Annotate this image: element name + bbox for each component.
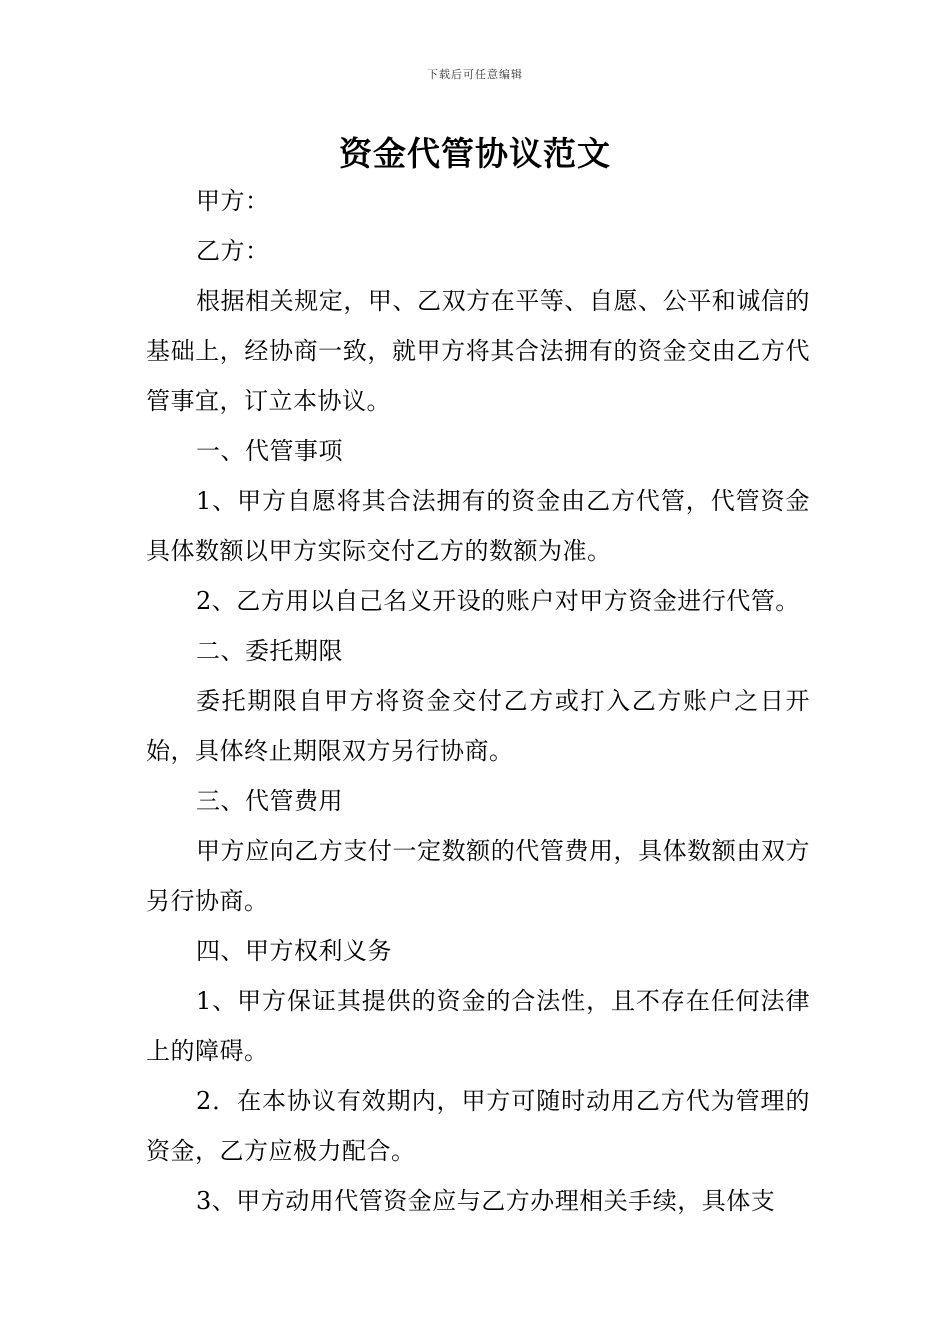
page-header-note: 下载后可任意编辑 [427, 68, 523, 81]
clause-4-1: 1、甲方保证其提供的资金的合法性，且不存在任何法律上的障碍。 [146, 987, 810, 1065]
section-heading-custody-matters: 一、代管事项 [196, 437, 343, 465]
section-heading-fees: 三、代管费用 [196, 787, 343, 815]
section-heading-term: 二、委托期限 [196, 637, 343, 665]
party-a-line: 甲方： [196, 187, 270, 215]
document-title: 资金代管协议范文 [339, 134, 611, 173]
clause-term: 委托期限自甲方将资金交付乙方或打入乙方账户之日开始，具体终止期限双方另行协商。 [146, 687, 810, 765]
clause-4-3: 3、甲方动用代管资金应与乙方办理相关手续，具体支 [196, 1187, 776, 1215]
document-body [146, 176, 810, 1226]
preamble-paragraph: 根据相关规定，甲、乙双方在平等、自愿、公平和诚信的基础上，经协商一致，就甲方将其合法拥有的资金交由乙方代管事宜，订立本协议。 [146, 287, 810, 415]
clause-1-1: 1、甲方自愿将其合法拥有的资金由乙方代管，代管资金具体数额以甲方实际交付乙方的数额为准。 [146, 487, 810, 565]
clause-4-2: 2．在本协议有效期内，甲方可随时动用乙方代为管理的资金，乙方应极力配合。 [146, 1087, 810, 1165]
section-heading-party-a-rights: 四、甲方权利义务 [196, 937, 392, 965]
party-b-line: 乙方： [196, 237, 270, 265]
clause-1-2: 2、乙方用以自己名义开设的账户对甲方资金进行代管。 [196, 587, 800, 615]
clause-fees: 甲方应向乙方支付一定数额的代管费用，具体数额由双方另行协商。 [146, 837, 810, 915]
